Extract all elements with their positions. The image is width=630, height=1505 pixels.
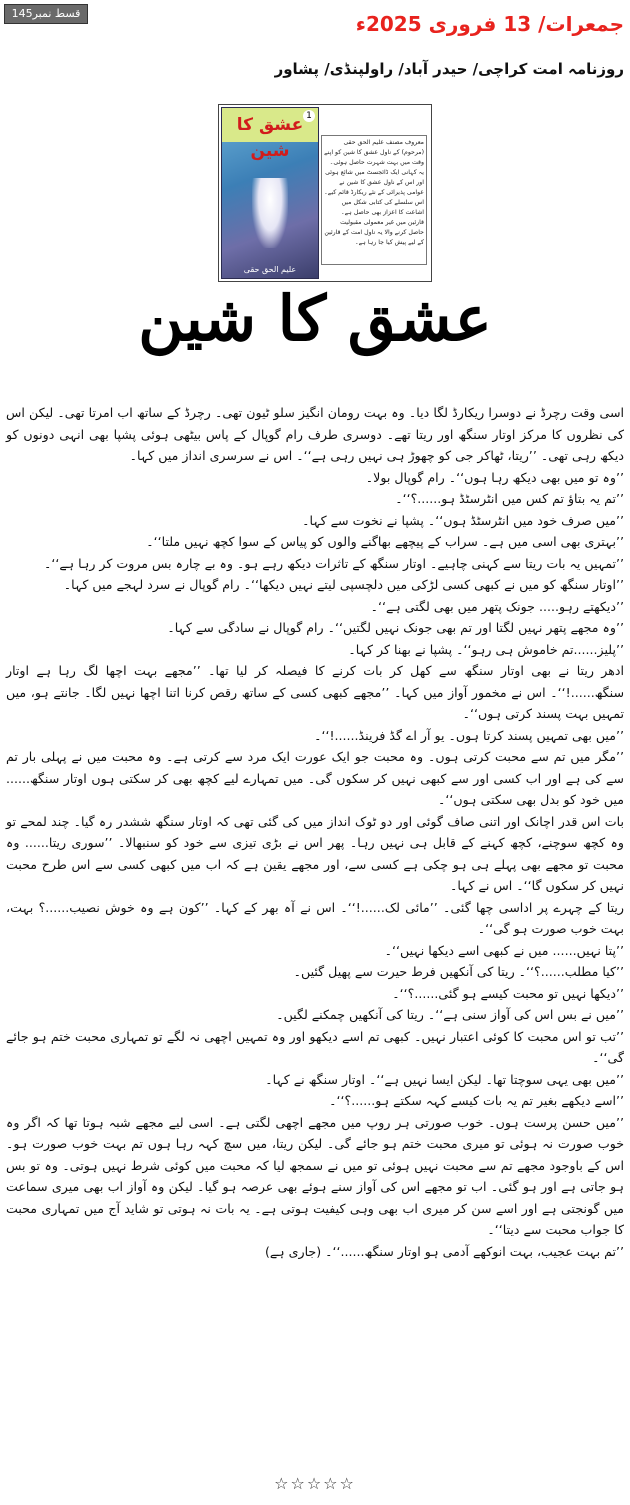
book-number: 1 <box>303 110 315 122</box>
paragraph: ’’بہتری بھی اسی میں ہے۔ سراب کے پیچھے بھاگنے والوں کو پیاس کے سوا کچھ نہیں ملتا‘‘۔ <box>146 534 624 549</box>
issue-date: جمعرات/ 13 فروری 2025ء <box>355 12 624 36</box>
end-stars: ☆☆☆☆☆ <box>274 1474 356 1493</box>
story-headline: عشق کا شین <box>138 282 492 355</box>
paragraph: ’’میں حسن پرست ہوں۔ خوب صورتی ہر روپ میں مجھے اچھی لگتی ہے۔ اسی لیے مجھے شبہ ہوتا تھا کہ اگر وہ خوب صورت نہ ہوئی تو میری محبت ختم ہو جائے گی۔ لیکن ریتا، میں سچ کہہ رہا ہوں تم بہت خوب صورت ہو۔ اس کے باوجود مجھے تم سے محبت نہیں ہوئی تو میں نے سمجھ لیا کہ محبت میں کوئی شرط نہیں ہوتی۔ وہ تو بس ہو جاتی ہے اور ہو گئی۔ اب تو مجھے اس کی آواز سنے ہوئے بھی عرصہ ہو گیا۔ لیکن وہ آواز اب بھی میری سماعت میں گونجتی ہے اور اسے سن کر میری اب بھی وہی کیفیت ہوتی ہے۔ یہ بات نہ ہوتی تو شاید آج میں تمہاری محبت کا جواب محبت سے دیتا‘‘۔ <box>6 1114 624 1237</box>
paragraph: ’’تب تو اس محبت کا کوئی اعتبار نہیں۔ کبھی تم اسے دیکھو اور وہ تمہیں اچھی نہ لگے تو تمہاری محبت ختم ہو جائے گی‘‘۔ <box>6 1028 624 1065</box>
paragraph: ریتا کے چہرے پر اداسی چھا گئی۔ ’’مائی لک......!‘‘۔ اس نے آہ بھر کے کہا۔ ’’کون ہے وہ خوش نصیب......؟ بہت، بہت خوب صورت ہو گی‘‘۔ <box>6 899 624 936</box>
book-cover-image <box>221 107 319 279</box>
paragraph: اسی وقت رچرڈ نے دوسرا ریکارڈ لگا دیا۔ وہ بہت رومان انگیز سلو ٹیون تھی۔ رچرڈ کے ساتھ اب امرتا تھی۔ لیکن اس کی نظروں کا مرکز اوتار سنگھ اور ریتا تھے۔ دوسری طرف رام گوپال کے پاس بیٹھی ہوئی پشپا بھی انہی دونوں کو دیکھ رہی تھی۔ ’’ریتا، ٹھاکر جی کو چھوڑ ہی نہیں رہی ہے‘‘۔ اس نے سرسری انداز میں کہا۔ <box>6 405 624 463</box>
paragraph: ’’تم یہ بتاؤ تم کس میں انٹرسٹڈ ہو......؟‘‘۔ <box>395 491 624 506</box>
paragraph: ’’پتا نہیں...... میں نے کبھی اسے دیکھا نہیں‘‘۔ <box>384 942 624 958</box>
paragraph: ’’تم بہت عجیب، بہت انوکھے آدمی ہو اوتار سنگھ......‘‘۔ (جاری ہے) <box>264 1243 624 1259</box>
paragraph: ’’اوتار سنگھ کو میں نے کبھی کسی لڑکی میں دلچسپی لیتے نہیں دیکھا‘‘۔ رام گوپال نے سرد لہجے میں کہا۔ <box>63 577 624 592</box>
paragraph: ’’میں بھی یہی سوچتا تھا۔ لیکن ایسا نہیں ہے‘‘۔ اوتار سنگھ نے کہا۔ <box>265 1071 624 1087</box>
paragraph: ’’میں بھی تمہیں پسند کرتا ہوں۔ یو آر اے گڈ فرینڈ......!‘‘۔ <box>314 727 624 743</box>
paragraph: ’’میں نے بس اس کی آواز سنی ہے‘‘۔ ریتا کی آنکھیں چمکنے لگیں۔ <box>276 1007 624 1022</box>
paragraph: ’’میں صرف خود میں انٹرسٹڈ ہوں‘‘۔ پشپا نے نخوت سے کہا۔ <box>302 512 624 528</box>
dancer-figure-icon <box>252 178 288 248</box>
episode-badge: قسط نمبر145 <box>4 4 88 24</box>
paragraph: ’’وہ تو میں بھی دیکھ رہا ہوں‘‘۔ رام گوپال بولا۔ <box>365 469 624 485</box>
story-body <box>6 402 624 1262</box>
paragraph: ’’وہ مجھے پتھر نہیں لگتا اور تم بھی جونک نہیں لگتیں‘‘۔ رام گوپال نے سادگی سے کہا۔ <box>167 620 624 635</box>
publication-line: روزنامہ امت کراچی/ حیدر آباد/ راولپنڈی/ پشاور <box>274 60 624 78</box>
paragraph: بات اس قدر اچانک اور اتنی صاف گوئی اور دو ٹوک انداز میں کی گئی تھی کہ اوتار سنگھ ششدر رہ گیا۔ چند لمحے تو وہ کچھ سوچنے، کچھ کہنے کے قابل ہی نہیں رہا۔ پھر اس نے بڑی تیزی سے خود کو سنبھالا۔ ’’سوری ریتا...... وہ محبت تو مجھے بھی پہلے ہی ہو چکی ہے کسی سے، اور مجھے یقین ہے کہ اب میں کبھی کسی سے اس طرح محبت نہیں کر سکوں گا‘‘۔ اس نے کہا۔ <box>6 813 624 893</box>
paragraph: ’’اسے دیکھے بغیر تم یہ بات کیسے کہہ سکتے ہو......؟‘‘۔ <box>329 1093 624 1108</box>
paragraph: ’’تمہیں یہ بات ریتا سے کہنی چاہیے۔ اوتار سنگھ کے تاثرات دیکھ رہے ہو۔ وہ بے چارہ بس مروت کر رہا ہے‘‘۔ <box>43 555 624 571</box>
book-title: عشق کا شین <box>236 115 304 161</box>
book-author: علیم الحق حقی <box>243 265 297 274</box>
paragraph: ’’دیکھا نہیں تو محبت کیسے ہو گئی......؟‘‘۔ <box>392 985 624 1001</box>
paragraph: ’’دیکھتے رہو..... جونک پتھر میں بھی لگتی ہے‘‘۔ <box>370 598 624 614</box>
paragraph: ’’کیا مطلب......؟‘‘۔ ریتا کی آنکھیں فرط حیرت سے پھیل گئیں۔ <box>293 964 624 979</box>
book-cover-panel <box>218 104 432 282</box>
paragraph: ’’پلیز......تم خاموش ہی رہو‘‘۔ پشپا نے بھنا کر کہا۔ <box>348 641 624 657</box>
book-blurb: معروف مصنف علیم الحق حقی (مرحوم) کے ناول عشق کا شین کو اپنے وقت میں بہت شہرت حاصل ہوئی۔ یہ کہانی ایک ڈائجسٹ میں شائع ہوئی اور اس کے ناول عشق کا شین نے عوامی پذیرائی کے نئے ریکارڈ قائم کیے۔ اس سلسلے کی کتابی شکل میں اشاعت کا اعزاز بھی حاصل ہے۔ قارئین میں غیر معمولی مقبولیت حاصل کرنے والا یہ ناول امت کے قارئین کے لیے پیش کیا جا رہا ہے۔ <box>321 135 427 265</box>
paragraph: ’’مگر میں تم سے محبت کرتی ہوں۔ وہ محبت جو ایک عورت ایک مرد سے کرتی ہے۔ وہ محبت میں نے پہلی بار تم سے کی ہے اور اب کسی اور سے کبھی نہیں کر سکوں گی۔ میں تمہارے لیے کچھ بھی کر سکتی ہوں اوتار سنگھ...... میں خود کو بدل بھی سکتی ہوں‘‘۔ <box>6 749 624 807</box>
paragraph: ادھر ریتا نے بھی اوتار سنگھ سے کھل کر بات کرنے کا فیصلہ کر لیا تھا۔ ’’مجھے بہت اچھا لگ رہا ہے اوتار سنگھ......!‘‘۔ اس نے مخمور آواز میں کہا۔ ’’مجھے کبھی کسی کے ساتھ رقص کرنا اتنا اچھا نہیں لگا۔ جانتے ہو، میں تمہیں بہت پسند کرتی ہوں‘‘۔ <box>6 663 624 721</box>
